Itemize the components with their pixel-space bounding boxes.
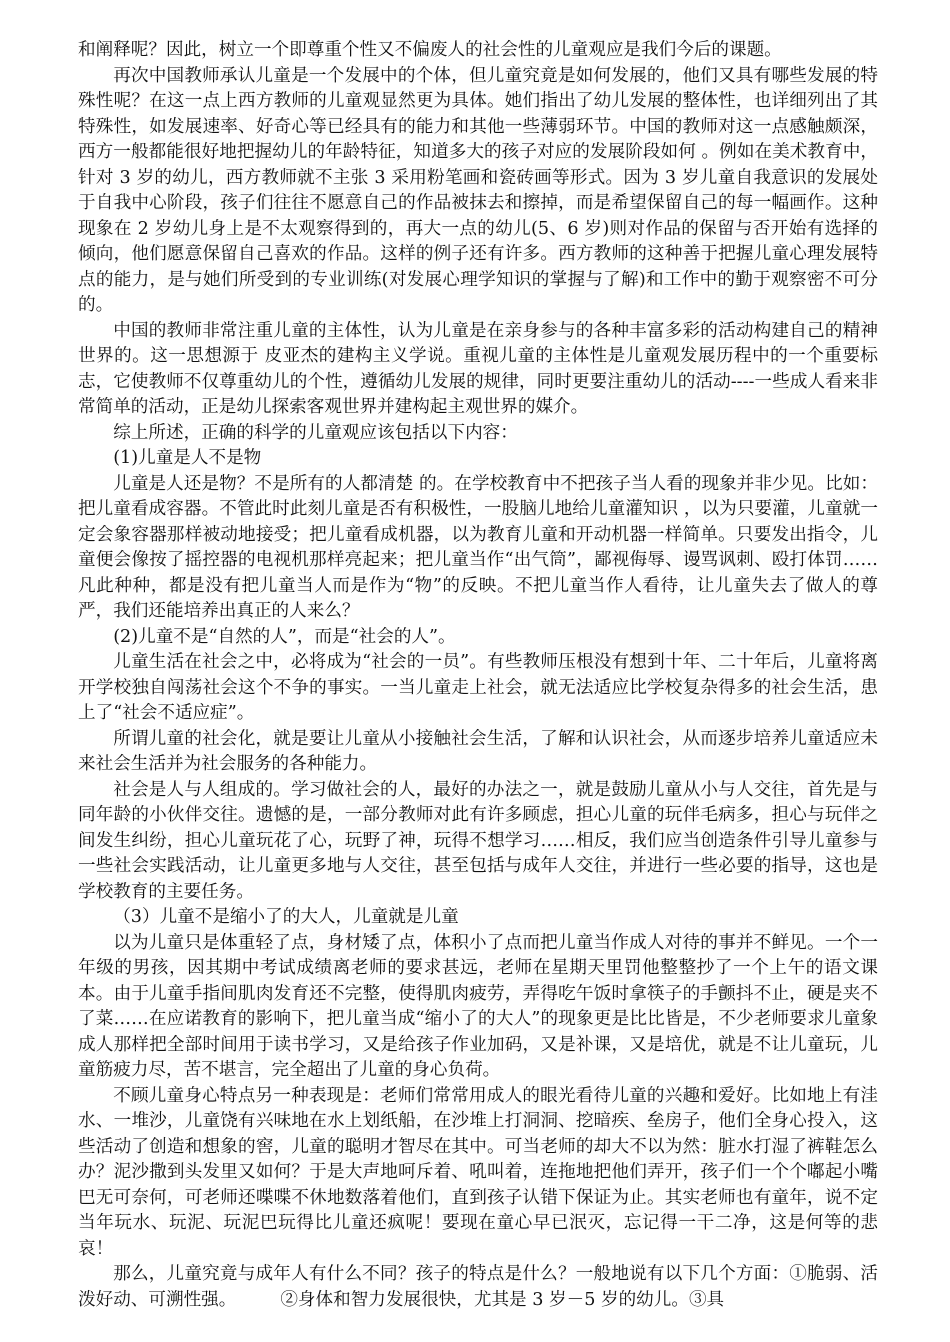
paragraph-point-1: 儿童是人还是物？不是所有的人都清楚 的。在学校教育中不把孩子当人看的现象并非少见。比如：把儿童看成容器。不管此时此刻儿童是否有积极性，一股脑儿地给儿童灌知识 ，以为只要灌，儿童就一定会象容器那样被动地接受；把儿童看成机器，以为教育儿童和开动机器一样简单。只要发出指令，儿童便会像按了摇控器的电视机那样亮起来；把儿童当作“出气筒”，鄙视侮辱、谩骂讽刺、殴打体罚……凡此种种，都是没有把儿童当人而是作为“物”的反映。不把儿童当作人看待，让儿童失去了做人的尊严，我们还能培养出真正的人来么？ (78, 473, 878, 621)
paragraph-continuation: 和阐释呢？因此，树立一个即尊重个性又不偏废人的社会性的儿童观应是我们今后的课题。 (78, 40, 782, 60)
heading-point-1: (1)儿童是人不是物 (113, 448, 262, 468)
paragraph-point-2a: 儿童生活在社会之中，必将成为“社会的一员”。有些教师压根没有想到十年、二十年后，儿童将离开学校独自闯荡社会这个不争的事实。一当儿童走上社会，就无法适应比学校复杂得多的社会生活，患上了“社会不适应症”。 (78, 652, 878, 723)
heading-point-2: (2)儿童不是“自然的人”，而是“社会的人”。 (113, 626, 456, 647)
paragraph-western-teachers: 再次中国教师承认儿童是一个发展中的个体，但儿童究竟是如何发展的，他们又具有哪些发展的特殊性呢？在这一点上西方教师的儿童观显然更为具体。她们指出了幼儿发展的整体性，也详细列出了其特殊性，如发展速率、好奇心等已经具有的能力和其他一些薄弱环节。中国的教师对这一点感触颇深，西方一般都能很好地把握幼儿的年龄特征，知道多大的孩子对应的发展阶段如何 。例如在美术教育中，针对 3 岁的幼儿，西方教师就不主张 3 采用粉笔画和瓷砖画等形式。因为 3 岁儿童自我意识的发展处于自我中心阶段，孩子们往往不愿意自己的作品被抹去和擦掉，而是希望保留自己的每一幅画作。这种现象在 2 岁幼儿身上是不太观察得到的，再大一点的幼儿(5、6 岁)则对作品的保留与否开始有选择的倾向，他们愿意保留自己喜欢的作品。这样的例子还有许多。西方教师的这种善于把握儿童心理发展特点的能力，是与她们所受到的专业训练(对发展心理学知识的掌握与了解)和工作中的勤于观察密不可分的。 (78, 65, 878, 315)
paragraph-summary: 综上所述，正确的科学的儿童观应该包括以下内容： (113, 422, 518, 443)
paragraph-child-characteristics: 那么，儿童究竟与成年人有什么不同？孩子的特点是什么？一般地说有以下几个方面：①脆弱、活泼好动、可溯性强。 ②身体和智力发展很快，尤其是 3 岁－5 岁的幼儿。③具 (78, 1264, 878, 1310)
document-page (78, 38, 878, 1313)
paragraph-point-2b: 所谓儿童的社会化，就是要让儿童从小接触社会生活，了解和认识社会，从而逐步培养儿童适应未来社会生活并为社会服务的各种能力。 (78, 728, 878, 774)
paragraph-point-2c: 社会是人与人组成的。学习做社会的人，最好的办法之一，就是鼓励儿童从小与人交往，首先是与同年龄的小伙伴交往。遗憾的是，一部分教师对此有许多顾虑，担心儿童的玩伴毛病多，担心与玩伴之间发生纠纷，担心儿童玩花了心，玩野了神，玩得不想学习……相反，我们应当创造条件引导儿童参与一些社会实践活动，让儿童更多地与人交往，甚至包括与成年人交往，并进行一些必要的指导，这也是学校教育的主要任务。 (78, 779, 878, 902)
paragraph-point-3a: 以为儿童只是体重轻了点，身材矮了点，体积小了点而把儿童当作成人对待的事并不鲜见。一个一年级的男孩，因其期中考试成绩离老师的要求甚远，老师在星期天里罚他整整抄了一个上午的语文课本。由于儿童手指间肌肉发育还不完整，使得肌肉疲劳，弄得吃午饭时拿筷子的手颤抖不止，硬是夹不了菜……在应诺教育的影响下，把儿童当成“缩小了的大人”的现象更是比比皆是，不少老师要求儿童象成人那样把全部时间用于读书学习，又是给孩子作业加码，又是补课，又是培优，就是不让儿童玩，儿童筋疲力尽，苦不堪言，完全超出了儿童的身心负荷。 (78, 932, 878, 1080)
paragraph-point-3b: 不顾儿童身心特点另一种表现是：老师们常常用成人的眼光看待儿童的兴趣和爱好。比如地上有洼水、一堆沙，儿童饶有兴味地在水上划纸船，在沙堆上打洞洞、挖暗疾、垒房子，他们全身心投入，这些活动了创造和想象的窖，儿童的聪明才智尽在其中。可当老师的却大不以为然：脏水打湿了裤鞋怎么办？泥沙撒到头发里又如何？于是大声地呵斥着、吼叫着，连拖地把他们弄开，孩子们一个个嘟起小嘴巴无可奈何，可老师还喋喋不休地数落着他们，直到孩子认错下保证为止。其实老师也有童年，说不定当年玩水、玩泥、玩泥巴玩得比儿童还疯呢！要现在童心早已泯灭，忘记得一干二净，这是何等的悲哀！ (78, 1085, 878, 1259)
heading-point-3: （3）儿童不是缩小了的大人，儿童就是儿童 (113, 907, 459, 927)
paragraph-child-subjectivity: 中国的教师非常注重儿童的主体性，认为儿童是在亲身参与的各种丰富多彩的活动构建自己的精神世界的。这一思想源于 皮亚杰的建构主义学说。重视儿童的主体性是儿童观发展历程中的一个重要标志，它使教师不仅尊重幼儿的个性，遵循幼儿发展的规律，同时更要注重幼儿的活动----一些成人看来非常简单的活动，正是幼儿探索客观世界并建构起主观世界的媒介。 (78, 320, 878, 417)
